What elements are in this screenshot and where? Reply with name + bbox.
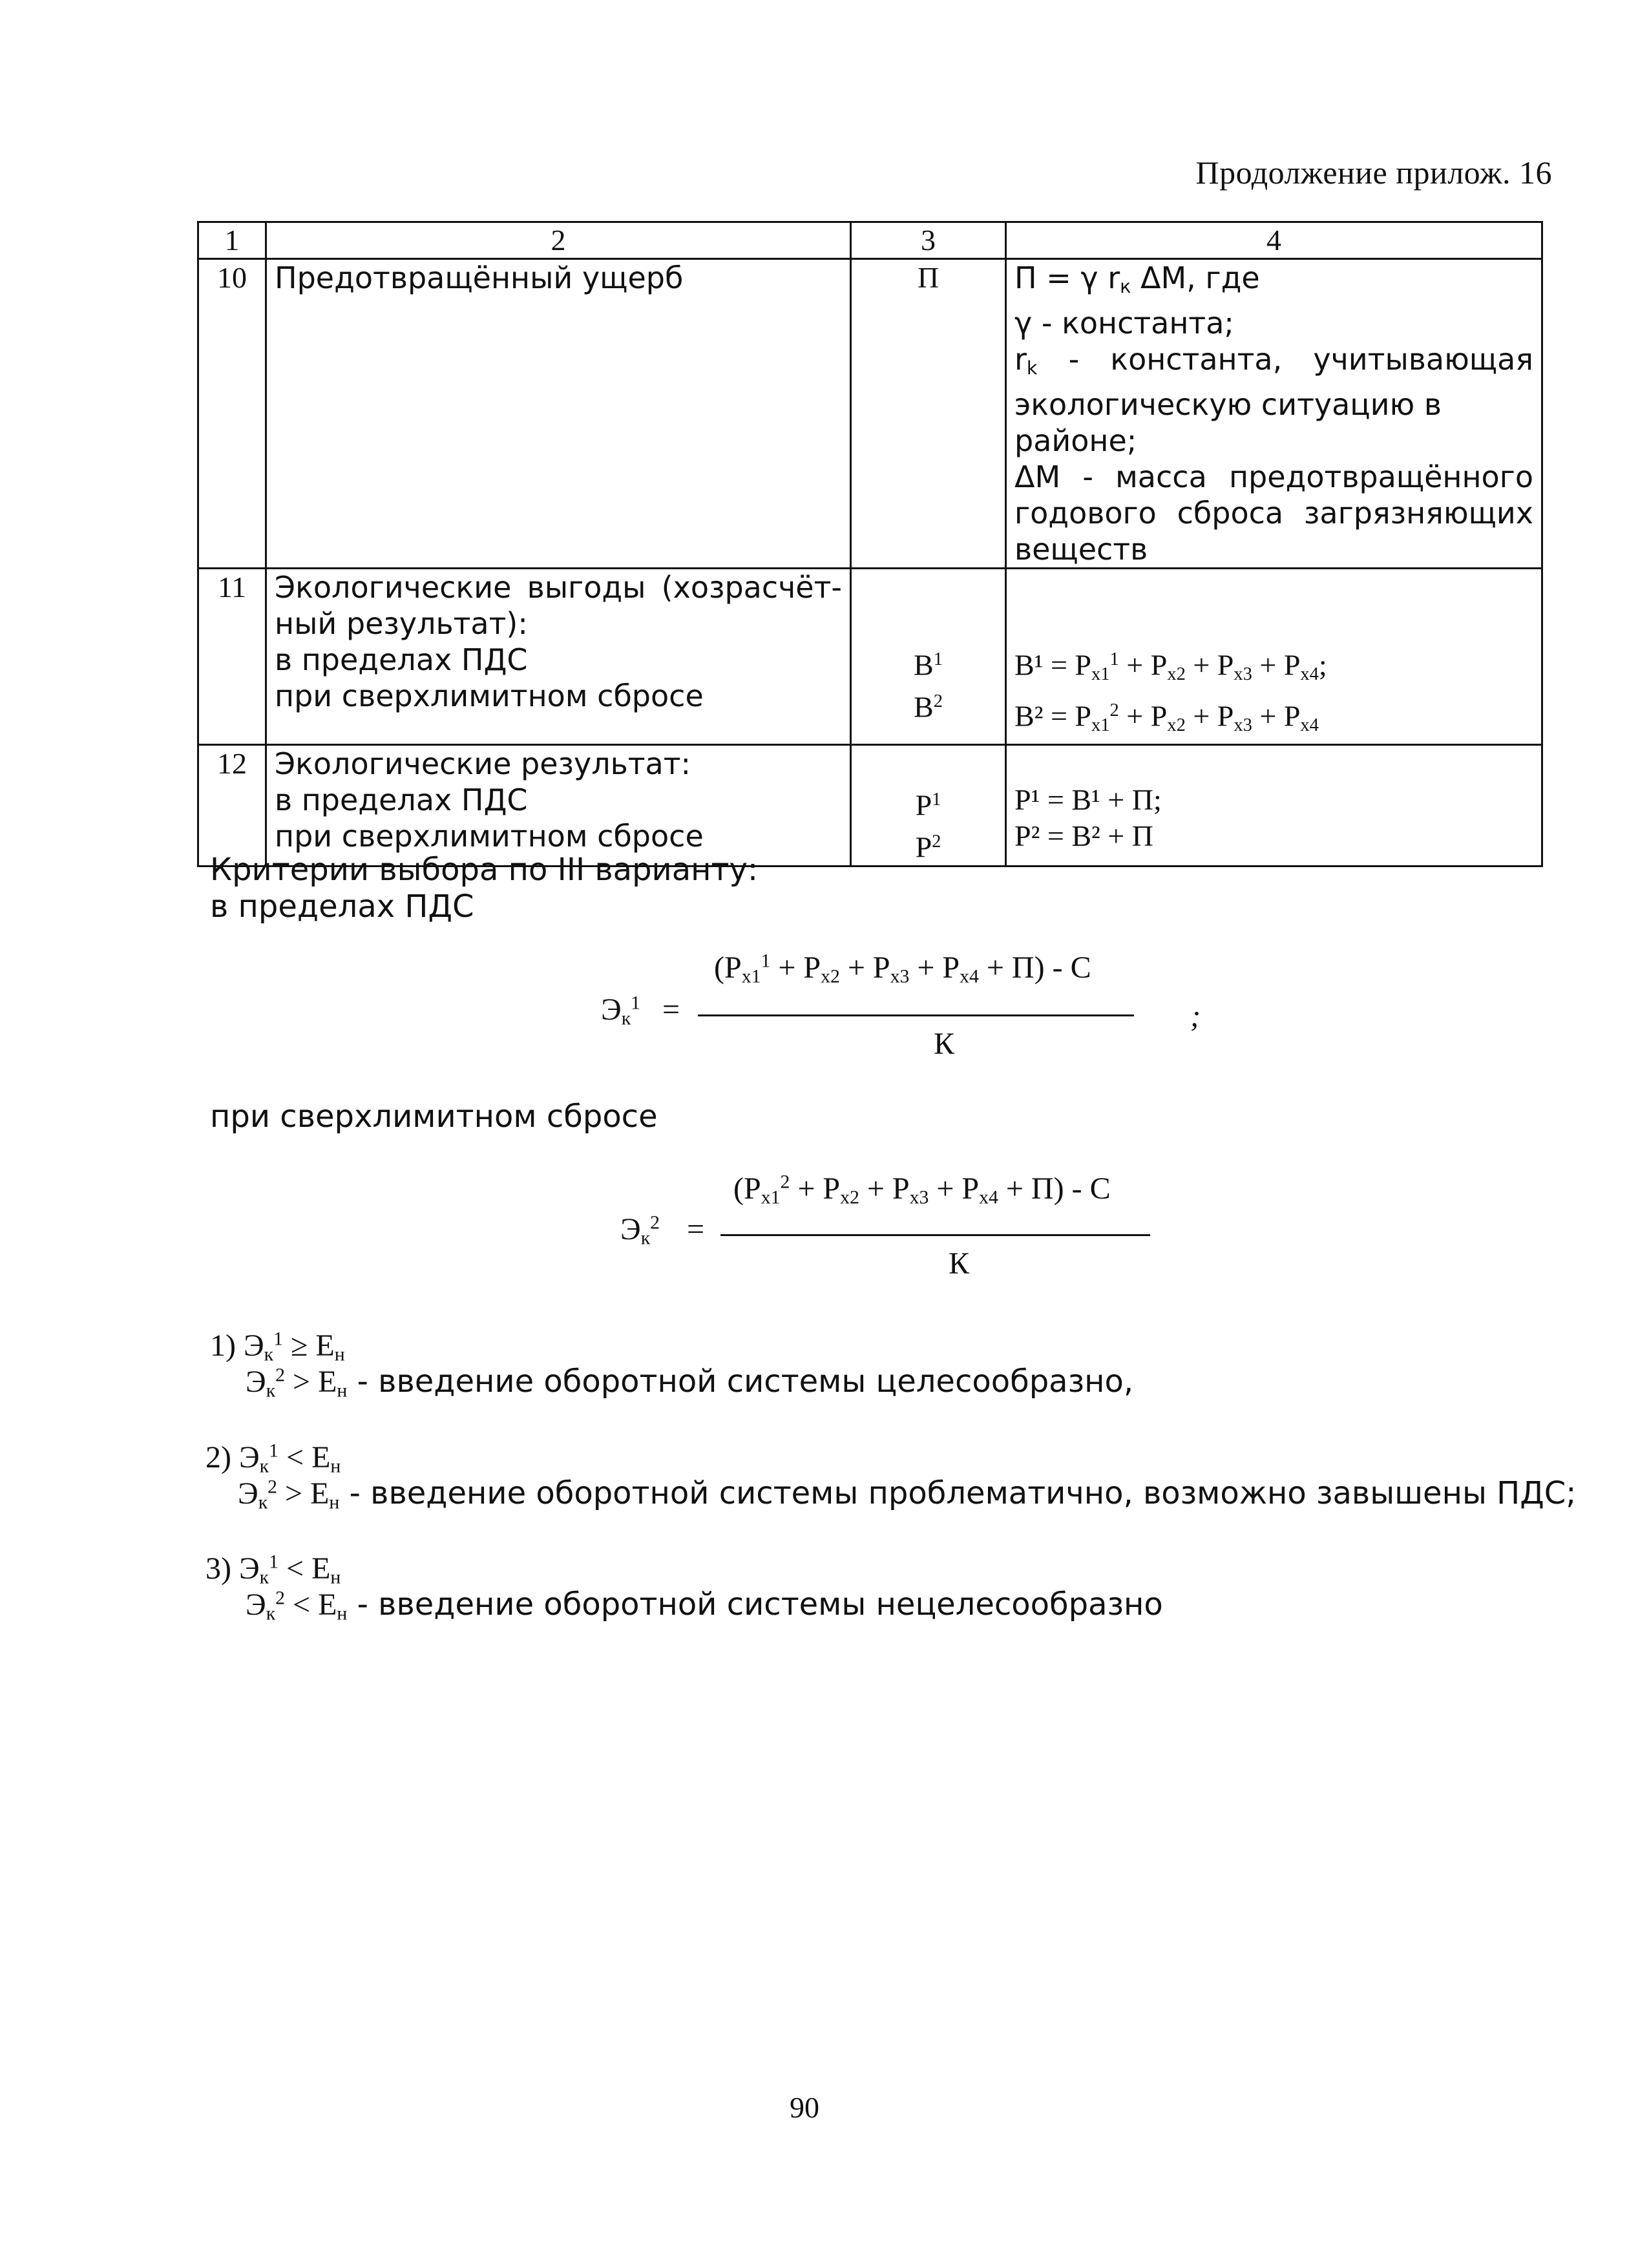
column-header: 3 [851, 222, 1006, 259]
dm-definition: ΔМ - масса предотвращённого [1014, 459, 1533, 495]
formula-lhs: $Э_к^2$ = [620, 1212, 705, 1249]
gamma-definition: γ - константа; [1014, 306, 1234, 341]
row-name: Экологические выгоды (хозрасчёт- ный результат): в пределах ПДС при сверхлимитном сбросе [266, 569, 851, 745]
formula-numerator: $(Р_{х1}^2 + Р_{х2} + Р_{х3} + Р_{х4} + П) - С$ [733, 1171, 1111, 1208]
formula-line: $В^2 = Р_{х1}^2 + Р_{х2} + Р_{х3} + Р_{х4}$ [1014, 699, 1319, 735]
formula-numerator: $(Р_{х1}^1 + Р_{х2} + Р_{х3} + Р_{х4} + П) - С$ [714, 950, 1091, 987]
row-symbol: П [851, 259, 1006, 569]
row-name: Экологические результат: в пределах ПДС при сверхлимитном сбросе [266, 744, 851, 866]
criteria-title: Критерии выбора по III варианту: [210, 852, 759, 888]
criteria-over-label: при сверхлимитном сбросе [210, 1098, 658, 1135]
row-number: 10 [198, 259, 266, 569]
case-condition: 1) $Э_к^1 \ge Е_н$ [210, 1328, 345, 1365]
criteria-within-label: в пределах ПДС [210, 888, 474, 925]
dm-definition-cont: годового сброса загрязняющих [1014, 496, 1533, 531]
row-symbol: $Р^1$ $Р^2$ [851, 744, 1006, 866]
fraction-bar [698, 1014, 1134, 1016]
appendix-continuation-header: Продолжение прилож. 16 [1195, 154, 1552, 191]
column-header: 2 [266, 222, 851, 259]
formula-terminator: ; [1190, 999, 1201, 1033]
formula-lhs: $Э_к^1$ = [601, 992, 680, 1029]
case-conclusion: $Э_к^2 > Е_н$ - введение оборотной системы целесообразно, [246, 1363, 1134, 1402]
formula-line: $В^1 = Р_{х1}^1 + Р_{х2} + Р_{х3} + Р_{х4}$; [1014, 648, 1327, 685]
page-number: 90 [790, 2091, 819, 2124]
table-header-row [198, 222, 1542, 259]
case-condition: 2) $Э_к^1 < Е_н$ [205, 1440, 341, 1477]
rk-definition: $r_k$ - константа, учитывающая [1014, 342, 1533, 379]
case-conclusion: $Э_к^2 < Е_н$ - введение оборотной системы нецелесообразно [246, 1586, 1163, 1624]
row-number: 11 [198, 569, 266, 745]
formula-denominator: К [949, 1246, 970, 1281]
rk-definition-cont: экологическую ситуацию в районе; [1014, 387, 1442, 459]
table-row [198, 569, 1542, 745]
row-formula [1006, 744, 1542, 866]
row-formula [1006, 259, 1542, 569]
fraction-bar [720, 1234, 1150, 1236]
case-conclusion: $Э_к^2 > Е_н$ - введение оборотной системы проблематично, возможно завышены ПДС; [238, 1475, 1577, 1513]
row-number: 12 [198, 744, 266, 866]
formula-line: П = γ $r_к$ ΔМ, где [1014, 260, 1260, 298]
table-row [198, 259, 1542, 569]
appendix-table [197, 221, 1543, 867]
formula-line: Р¹ = В¹ + П; [1014, 782, 1162, 816]
table-row [198, 744, 1542, 866]
case-condition: 3) $Э_к^1 < Е_н$ [205, 1551, 341, 1588]
column-header: 1 [198, 222, 266, 259]
row-symbol: $В^1$ $В^2$ [851, 569, 1006, 745]
formula-line: Р² = В² + П [1014, 819, 1153, 852]
formula-denominator: К [934, 1027, 955, 1061]
dm-definition-end: веществ [1014, 532, 1148, 567]
column-header: 4 [1006, 222, 1542, 259]
row-name: Предотвращённый ущерб [266, 259, 851, 569]
row-formula [1006, 569, 1542, 745]
